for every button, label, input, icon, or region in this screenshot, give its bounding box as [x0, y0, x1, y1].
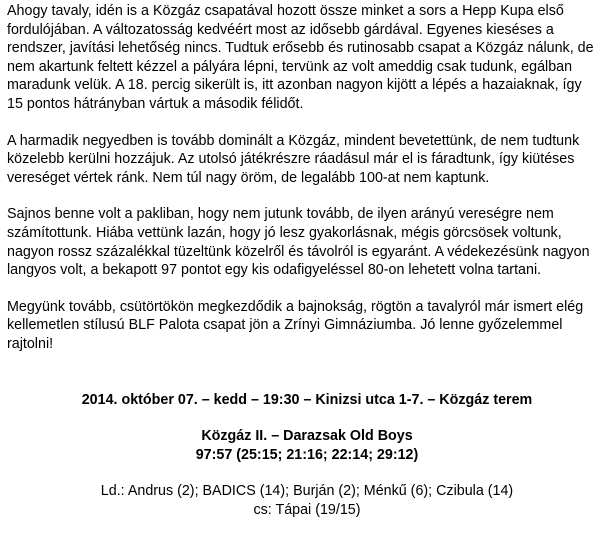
text-line: 15 pontos hátrányban vártuk a második félidőt.	[7, 95, 304, 112]
text-line: számítottunk. Hiába vettünk lazán, hogy jó lesz gyakorlásnak, mégis görcsösek voltunk,	[7, 224, 562, 241]
match-score: 97:57 (25:15; 21:16; 22:14; 29:12)	[195, 446, 419, 463]
text-line: vereséget vértek ránk. Nem túl nagy öröm, de legalább 100-at nem kaptunk.	[7, 169, 490, 186]
text-line: nem akartunk feltett kézzel a pályára lépni, tervünk az volt ameddig csak tudunk, egálban	[7, 58, 573, 75]
article	[7, 2, 607, 519]
text-line: nagyon rossz százalékkal tüzeltünk közelről és távolról is egyaránt. A védekezésünk nagyon	[7, 243, 590, 260]
paragraph-1	[7, 2, 607, 114]
text-line: langyos volt, a bekapott 97 pontot egy kis odafigyeléssel 80-on lehetett volna tartani.	[7, 262, 542, 279]
paragraph-4	[7, 298, 607, 354]
paragraph-3	[7, 205, 607, 279]
text-line: rendszer, javítási lehetőség nincs. Tudtuk erősebb és rutinosabb csapat a Közgáz nálunk, de	[7, 40, 594, 57]
text-line: közelebb kerülni hozzájuk. Az utolsó játékrészre ráadásul már el is fáradtunk, így kiütéses	[7, 151, 575, 168]
text-line: Megyünk tovább, csütörtökön megkezdődik a bajnokság, rögtön a tavalyról már ismert elég	[7, 298, 584, 315]
text-line: fordulójában. A változatosság kedvéért most az idősebb gárdával. Egyenes kieséses a	[7, 21, 554, 38]
text-line: Sajnos benne volt a pakliban, hogy nem jutunk tovább, de ilyen arányú vereségre nem	[7, 206, 554, 223]
match-teams: Közgáz II. – Darazsak Old Boys	[201, 428, 413, 445]
paragraph-2	[7, 132, 607, 188]
text-line: maradunk velük. A 18. percig sikerült is, itt azonban nagyon kijött a lépés a hazaiaknak, így	[7, 77, 582, 94]
event-details: 2014. október 07. – kedd – 19:30 – Kinizsi utca 1-7. – Közgáz terem	[81, 391, 533, 408]
text-line: kellemetlen stílusú BLF Palota csapat jön a Zrínyi Gimnáziumba. Jó lenne győzelemmel	[7, 317, 563, 334]
lineup-subs: cs: Tápai (19/15)	[253, 501, 361, 518]
text-line: A harmadik negyedben is tovább dominált a Közgáz, mindent bevetettünk, de nem tudtunk	[7, 132, 580, 149]
lineup-players: Ld.: Andrus (2); BADICS (14); Burján (2); Ménkű (6); Czibula (14)	[100, 483, 514, 500]
text-line: rajtolni!	[7, 335, 54, 352]
text-line: Ahogy tavaly, idén is a Közgáz csapatával hozott össze minket a sors a Hepp Kupa első	[7, 3, 564, 19]
